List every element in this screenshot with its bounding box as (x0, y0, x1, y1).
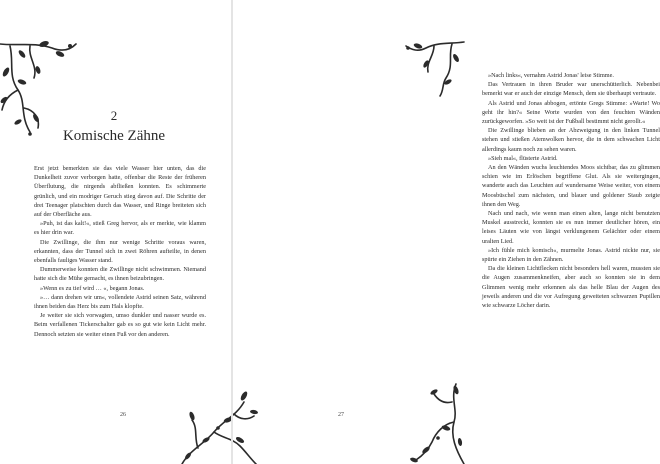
chapter-number: 2 (110, 108, 118, 123)
page-number-right: 27 (338, 412, 344, 418)
paragraph: »Nach links«, vernahm Astrid Jonas' leise Stimme. (488, 72, 614, 79)
paragraph: »Sieh mal«, flüsterte Astrid. (488, 154, 558, 162)
right-page-text (482, 71, 660, 310)
paragraph: Als Astrid und Jonas abbogen, ertönte Gregs Stimme: »Warte! Wo geht ihr hin?« Seine Worte wurden von den feuchten Wänden zurückgeworfen. »So weit ist der Fußball bestimmt nicht gerollt.« (482, 99, 660, 126)
paragraph: »Puh, ist das kalt!«, stieß Greg hervor, als er merkte, wie klamm es hier drin war. (34, 220, 206, 237)
left-page-text (34, 164, 206, 339)
paragraph: An den Wänden wuchs leuchtendes Moos sichtbar, das zu glimmen schien wie im Erlöschen begriffene Glut. Als sie weitergingen, wanderte auch das Leuchten auf wundersame Weise weiter, von einem Moosbüschel zum nächsten, und blauer und goldener Staub zeigte ihnen den Weg. (482, 164, 660, 208)
paragraph: Die Zwillinge, die ihm nur wenige Schritte voraus waren, erkannten, dass der Tunnel sich in zwei Röhren aufteilte, in denen ebenfalls fauliges Wasser stand. (34, 238, 206, 265)
chapter-title: Komische Zähne (62, 128, 166, 144)
paragraph: »Wenn es zu tief wird … «, begann Jonas. (40, 284, 145, 292)
paragraph: »… dann drehen wir um«, vollendete Astrid seinen Satz, während ihnen beiden das Herz bis zum Hals klopfte. (34, 293, 206, 311)
vine-ornament-top-right (404, 38, 464, 96)
paragraph: Je weiter sie sich vorwagten, umso dunkler und nasser wurde es. Beim verfallenen Tickerschalter gab es so gut wie kein Licht mehr. Dennoch setzten sie weiter einen Fuß vor den anderen. (34, 312, 206, 338)
paragraph: Nach und nach, wie wenn man einen alten, lange nicht benutzten Muskel ausstreckt, konnten sie es nun immer deutlicher hören, ein leises Läuten wie von längst verklungenem Gelächter oder einem uralten Lied. (482, 210, 660, 245)
paragraph: Dummerweise konnten die Zwillinge nicht schwimmen. Niemand hatte sich die Mühe gemacht, es ihnen beizubringen. (34, 266, 206, 283)
paragraph: »Ich fühle mich komisch«, murmelte Jonas. Astrid nickte nur, sie spürte ein Ziehen in den Zähnen. (482, 246, 660, 264)
paragraph: Da die kleinen Lichtflecken nicht besonders hell waren, mussten sie die Augen zusammenkneifen, aber auch so konnten sie in dem Glimmen wenig mehr erkennen als das helle Blau der Augen des jeweils anderen und die vor Aufregung geweiteten schwarzen Pupillen wie schwarze Löcher darin. (482, 265, 660, 310)
paragraph: Erst jetzt bemerkten sie das viele Wasser hier unten, das die Dunkelheit zuvor verborgen hatte, offenbar die Reste der früheren Überflutung, die nirgends abfließen konnten. Es schimmerte grünlich, und ein modriger Geruch stieg davon auf. Die Schritte der drei Teenager platschten durch das Wasser, und Ringe breiteten sich auf der Oberfläche aus. (34, 165, 206, 219)
vine-ornament-bottom-right (408, 380, 464, 464)
paragraph: Die Zwillinge blieben an der Abzweigung in den linken Tunnel stehen und stießen Atemwolken hervor, die in dem schwachen Licht allerdings kaum noch zu sehen waren. (482, 127, 660, 153)
paragraph: Das Vertrauen in ihren Bruder war unerschütterlich. Nebenbei bemerkt war er auch der einzige Mensch, dem sie überhaupt vertraute. (482, 81, 660, 98)
left-page (0, 0, 232, 464)
page-number-left: 26 (120, 412, 126, 418)
